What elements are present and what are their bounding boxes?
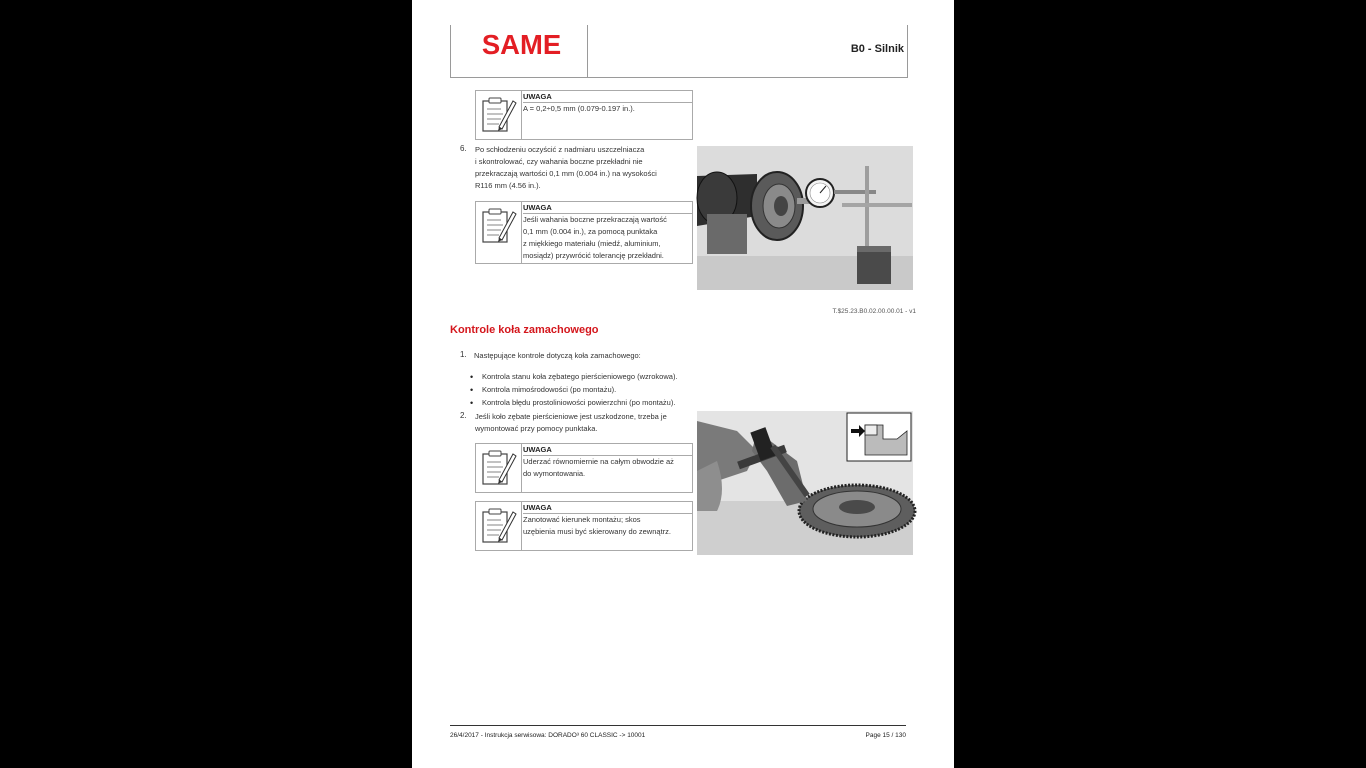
note-title: UWAGA — [523, 203, 692, 214]
note-icon — [479, 446, 519, 488]
bullet-item: • Kontrola stanu koła zębatego pierścieniowego (wzrokowa). — [482, 371, 678, 383]
section-title: B0 - Silnik — [850, 43, 904, 55]
note-box — [475, 201, 693, 264]
note-text — [523, 456, 689, 480]
note-title: UWAGA — [523, 445, 692, 456]
note-line: 0,1 mm (0.004 in.), za pomocą punktaka — [523, 227, 658, 236]
step-number: 1. — [460, 350, 467, 359]
step-6-line: przekraczają wartości 0,1 mm (0.004 in.) na wysokości — [475, 169, 657, 178]
step-6-text — [475, 144, 695, 192]
note-line: Jeśli wahania boczne przekraczają wartość — [523, 215, 667, 224]
dial-gauge-photo — [697, 146, 913, 290]
svg-text:SAME: SAME — [481, 28, 562, 61]
note-box — [475, 90, 693, 140]
note-icon-cell — [476, 502, 522, 550]
step-2-line: wymontować przy pomocy punktaka. — [475, 424, 598, 433]
note-text — [523, 214, 689, 262]
step-6-line: i skontrolować, czy wahania boczne przekładni nie — [475, 157, 643, 166]
step-2-text — [475, 411, 695, 435]
document-page — [412, 0, 954, 768]
note-line: uzębienia musi być skierowany do zewnątrz. — [523, 527, 671, 536]
note-box — [475, 443, 693, 493]
header-divider — [587, 25, 588, 77]
step-1-text: Następujące kontrole dotyczą koła zamachowego: — [474, 351, 641, 360]
step-number: 2. — [460, 411, 467, 420]
page-number: Page 15 / 130 — [865, 732, 906, 739]
step-2-line: Jeśli koło zębate pierścieniowe jest uszkodzone, trzeba je — [475, 412, 667, 421]
note-text — [523, 514, 689, 538]
step-6-line: Po schłodzeniu oczyścić z nadmiaru uszczelniacza — [475, 145, 645, 154]
note-icon — [479, 93, 519, 135]
note-icon — [479, 204, 519, 246]
note-box — [475, 501, 693, 551]
note-line: mosiądz) przywrócić tolerancję przekładni. — [523, 251, 664, 260]
section-heading: Kontrole koła zamachowego — [450, 324, 599, 336]
step-number: 6. — [460, 144, 467, 153]
note-icon — [479, 504, 519, 546]
note-line: Uderzać równomiernie na całym obwodzie aż — [523, 457, 674, 466]
note-line: do wymontowania. — [523, 469, 586, 478]
note-icon-cell — [476, 91, 522, 139]
note-text: A = 0,2÷0,5 mm (0.079-0.197 in.). — [523, 104, 635, 113]
bullet-item: • Kontrola mimośrodowości (po montażu). — [482, 384, 616, 396]
note-line: z miękkiego materiału (miedź, aluminium, — [523, 239, 661, 248]
flywheel-photo — [697, 411, 913, 555]
note-icon-cell — [476, 202, 522, 263]
document-reference: T.$25.23.B0.02.00.00.01 - v1 — [832, 308, 916, 315]
same-logo — [481, 28, 562, 61]
note-title: UWAGA — [523, 503, 692, 514]
footer-rule — [450, 725, 906, 726]
step-6-line: R116 mm (4.56 in.). — [475, 181, 541, 190]
note-line: Zanotować kierunek montażu; skos — [523, 515, 641, 524]
footer-document-info: 26/4/2017 - Instrukcja serwisowa: DORADO³ 60 CLASSIC -> 10001 — [450, 732, 646, 739]
note-icon-cell — [476, 444, 522, 492]
note-title: UWAGA — [523, 92, 692, 103]
bullet-item: • Kontrola błędu prostoliniowości powierzchni (po montażu). — [482, 397, 675, 409]
